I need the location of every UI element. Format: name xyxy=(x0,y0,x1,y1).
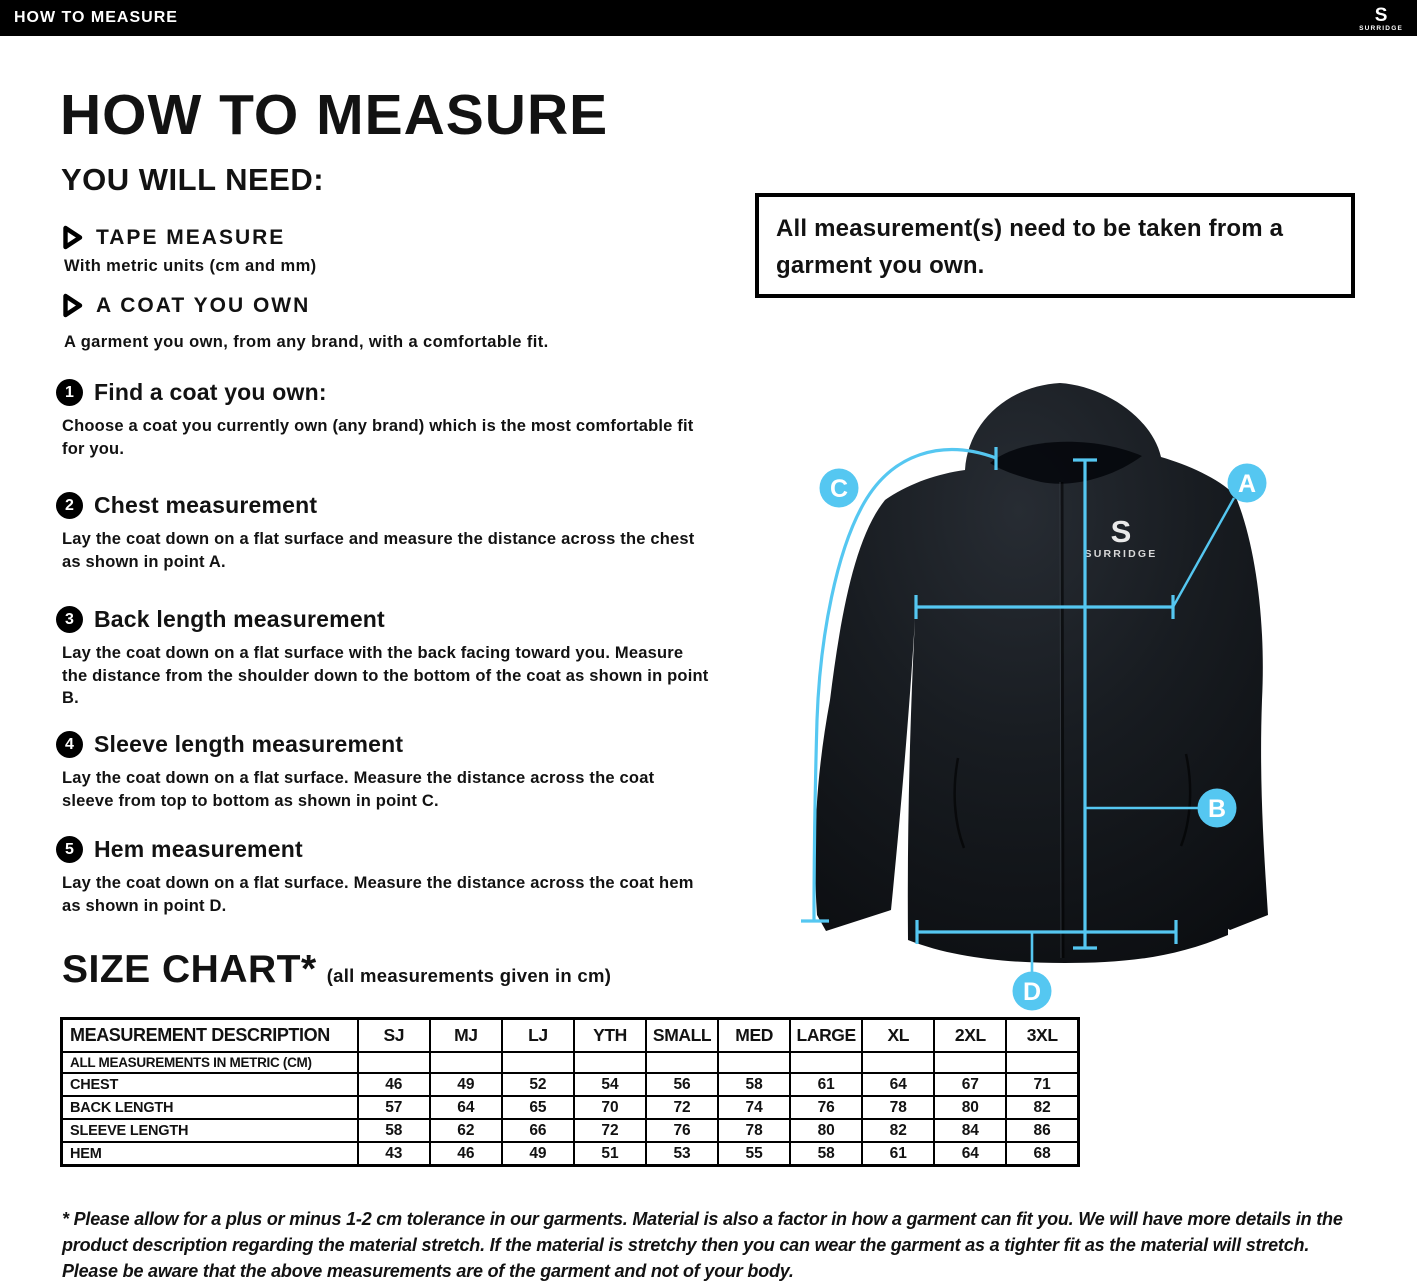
col-header: 2XL xyxy=(934,1019,1006,1053)
need-item-coat xyxy=(62,293,549,352)
label-b-text: B xyxy=(1207,795,1227,823)
table-row-sleeve-length xyxy=(62,1119,1079,1142)
cell: 71 xyxy=(1006,1073,1078,1096)
step-body: Lay the coat down on a flat surface. Measure the distance across the coat sleeve from top to bottom as shown in point C. xyxy=(62,769,655,810)
cell: 52 xyxy=(502,1073,574,1096)
row-label: SLEEVE LENGTH xyxy=(62,1119,358,1142)
empty-cell xyxy=(574,1052,646,1073)
step-heading-row xyxy=(56,492,756,519)
row-label: BACK LENGTH xyxy=(62,1096,358,1119)
cell: 78 xyxy=(862,1096,934,1119)
cell: 65 xyxy=(502,1096,574,1119)
col-header: XL xyxy=(862,1019,934,1053)
jacket-logo-s: S xyxy=(1110,514,1132,549)
empty-cell xyxy=(790,1052,862,1073)
label-d-text: D xyxy=(1022,978,1042,1006)
cell: 82 xyxy=(1006,1096,1078,1119)
step-number-badge: 5 xyxy=(56,836,83,863)
cell: 53 xyxy=(646,1142,718,1166)
cell: 67 xyxy=(934,1073,1006,1096)
cell: 78 xyxy=(718,1119,790,1142)
empty-cell xyxy=(646,1052,718,1073)
need-item-label: A COAT YOU OWN xyxy=(96,293,311,317)
jacket-logo-wordmark: SURRIDGE xyxy=(1084,548,1158,560)
cell: 61 xyxy=(790,1073,862,1096)
zip-line xyxy=(1062,482,1063,958)
cell: 46 xyxy=(430,1142,502,1166)
cell: 84 xyxy=(934,1119,1006,1142)
step-title: Back length measurement xyxy=(94,606,385,632)
measurement-note-box: All measurement(s) need to be taken from a garment you own. xyxy=(755,193,1355,298)
step-5 xyxy=(56,836,756,917)
step-1 xyxy=(56,379,756,460)
step-body: Lay the coat down on a flat surface and measure the distance across the chest as shown in point A. xyxy=(62,530,695,571)
step-body: Lay the coat down on a flat surface with the back facing toward you. Measure the distance from the shoulder down to the bottom of the coat as shown in point B. xyxy=(62,644,709,707)
size-chart-title: SIZE CHART* xyxy=(62,948,317,991)
top-bar xyxy=(0,0,1417,36)
triangle-bullet-icon xyxy=(62,225,83,250)
jacket-silhouette xyxy=(815,383,1268,963)
metric-note-cell: ALL MEASUREMENTS IN METRIC (CM) xyxy=(62,1052,358,1073)
label-c-text: C xyxy=(829,475,849,503)
table-row-chest xyxy=(62,1073,1079,1096)
step-number-badge: 1 xyxy=(56,379,83,406)
cell: 57 xyxy=(358,1096,430,1119)
empty-cell xyxy=(862,1052,934,1073)
cell: 64 xyxy=(934,1142,1006,1166)
step-body: Lay the coat down on a flat surface. Measure the distance across the coat hem as shown in point D. xyxy=(62,874,694,915)
need-item-label-row xyxy=(62,293,549,318)
empty-cell xyxy=(934,1052,1006,1073)
step-title: Find a coat you own: xyxy=(94,379,327,405)
col-header: MEASUREMENT DESCRIPTION xyxy=(62,1019,358,1053)
cell: 49 xyxy=(502,1142,574,1166)
step-2 xyxy=(56,492,756,573)
cell: 56 xyxy=(646,1073,718,1096)
cell: 66 xyxy=(502,1119,574,1142)
need-item-detail: A garment you own, from any brand, with a comfortable fit. xyxy=(64,333,549,351)
cell: 70 xyxy=(574,1096,646,1119)
cell: 82 xyxy=(862,1119,934,1142)
step-title: Chest measurement xyxy=(94,492,318,518)
step-number-badge: 2 xyxy=(56,492,83,519)
label-a-text: A xyxy=(1237,470,1257,498)
empty-cell xyxy=(430,1052,502,1073)
surridge-logo xyxy=(1359,6,1403,33)
cell: 58 xyxy=(358,1119,430,1142)
cell: 43 xyxy=(358,1142,430,1166)
top-bar-title: HOW TO MEASURE xyxy=(14,9,178,26)
need-item-label-row xyxy=(62,225,317,250)
step-heading-row xyxy=(56,836,756,863)
col-header: LJ xyxy=(502,1019,574,1053)
cell: 54 xyxy=(574,1073,646,1096)
jacket-measurement-diagram xyxy=(740,370,1360,1020)
step-title: Hem measurement xyxy=(94,836,303,862)
cell: 64 xyxy=(430,1096,502,1119)
step-number-badge: 3 xyxy=(56,606,83,633)
table-row-back-length xyxy=(62,1096,1079,1119)
disclaimer-text: * Please allow for a plus or minus 1-2 cm tolerance in our garments. Material is also a factor in how a garment can fit you. We will have more details in the product description regarding the material stretch. If the material is stretchy then you can wear the garment as a tighter fit as the material will stretch. Please be aware that the above measurements are of the garment and not of your body. xyxy=(62,1209,1343,1281)
step-body: Choose a coat you currently own (any brand) which is the most comfortable fit for you. xyxy=(62,417,694,458)
cell: 74 xyxy=(718,1096,790,1119)
step-heading-row xyxy=(56,606,756,633)
step-title: Sleeve length measurement xyxy=(94,731,404,757)
table-metric-row xyxy=(62,1052,1079,1073)
cell: 76 xyxy=(646,1119,718,1142)
cell: 72 xyxy=(646,1096,718,1119)
empty-cell xyxy=(1006,1052,1078,1073)
col-header: LARGE xyxy=(790,1019,862,1053)
page-title: HOW TO MEASURE xyxy=(60,83,609,147)
step-number-badge: 4 xyxy=(56,731,83,758)
col-header: 3XL xyxy=(1006,1019,1078,1053)
need-item-detail: With metric units (cm and mm) xyxy=(64,257,317,275)
step-4 xyxy=(56,731,756,812)
col-header: SMALL xyxy=(646,1019,718,1053)
cell: 62 xyxy=(430,1119,502,1142)
cell: 61 xyxy=(862,1142,934,1166)
cell: 68 xyxy=(1006,1142,1078,1166)
step-heading-row xyxy=(56,731,756,758)
cell: 86 xyxy=(1006,1119,1078,1142)
you-will-need-heading: YOU WILL NEED: xyxy=(61,162,325,197)
surridge-wordmark: SURRIDGE xyxy=(1359,24,1403,32)
empty-cell xyxy=(358,1052,430,1073)
size-chart-table xyxy=(60,1017,1080,1167)
cell: 58 xyxy=(718,1073,790,1096)
cell: 58 xyxy=(790,1142,862,1166)
step-3 xyxy=(56,606,756,710)
need-item-tape-measure xyxy=(62,225,317,276)
col-header: MED xyxy=(718,1019,790,1053)
cell: 55 xyxy=(718,1142,790,1166)
cell: 51 xyxy=(574,1142,646,1166)
need-item-label: TAPE MEASURE xyxy=(96,225,286,249)
size-chart-heading xyxy=(62,948,611,992)
col-header: MJ xyxy=(430,1019,502,1053)
cell: 64 xyxy=(862,1073,934,1096)
cell: 80 xyxy=(790,1119,862,1142)
empty-cell xyxy=(718,1052,790,1073)
row-label: CHEST xyxy=(62,1073,358,1096)
cell: 80 xyxy=(934,1096,1006,1119)
surridge-s-icon: S xyxy=(1374,4,1388,26)
table-row-hem xyxy=(62,1142,1079,1166)
step-heading-row xyxy=(56,379,756,406)
col-header: SJ xyxy=(358,1019,430,1053)
triangle-bullet-icon xyxy=(62,293,83,318)
cell: 76 xyxy=(790,1096,862,1119)
cell: 72 xyxy=(574,1119,646,1142)
table-header-row xyxy=(62,1019,1079,1053)
size-chart-subtitle: (all measurements given in cm) xyxy=(326,965,612,986)
row-label: HEM xyxy=(62,1142,358,1166)
cell: 46 xyxy=(358,1073,430,1096)
cell: 49 xyxy=(430,1073,502,1096)
col-header: YTH xyxy=(574,1019,646,1053)
empty-cell xyxy=(502,1052,574,1073)
